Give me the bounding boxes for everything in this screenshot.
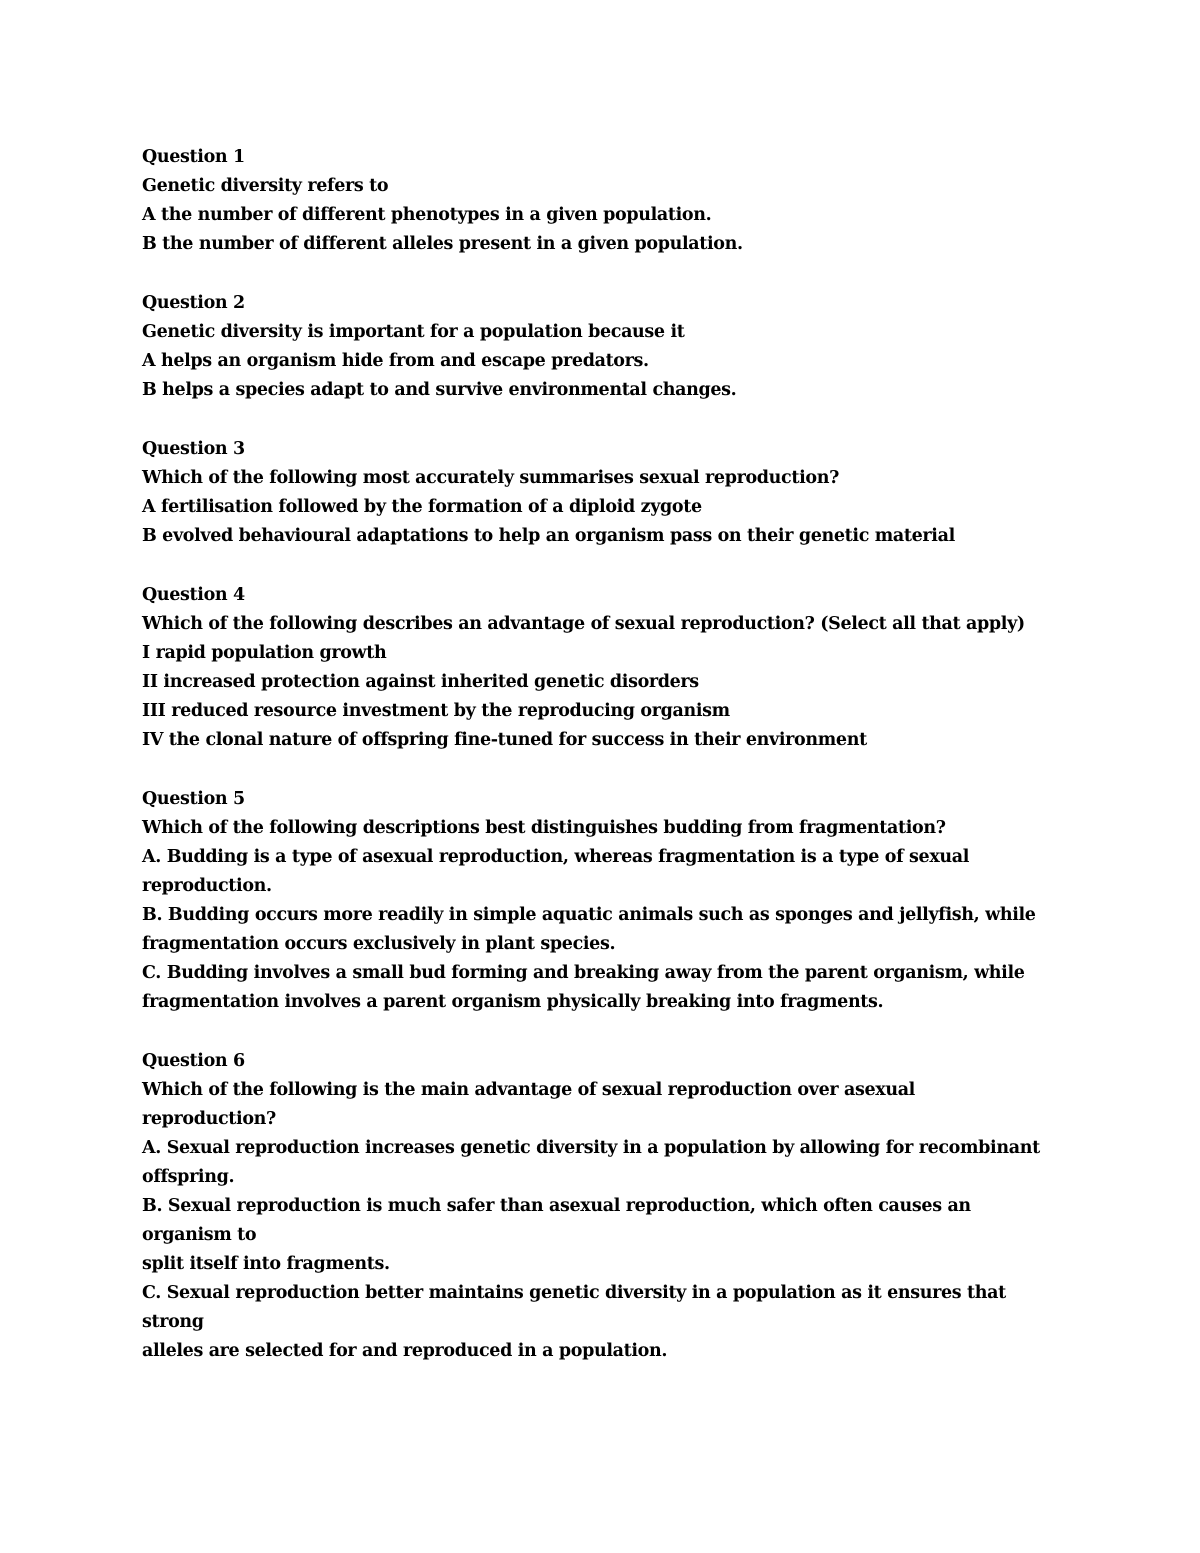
answer-option: B. Budding occurs more readily in simple aquatic animals such as sponges and jellyfish, while [142,905,1036,925]
question-stem: Genetic diversity is important for a population because it [142,322,685,342]
question-heading: Question 1 [142,147,245,167]
question-5 [142,785,1062,1017]
question-stem: Which of the following descriptions best distinguishes budding from fragmentation? [142,818,946,838]
question-heading: Question 2 [142,293,245,313]
question-3 [142,435,1062,551]
answer-option: reproduction. [142,876,272,896]
question-stem: Which of the following is the main advantage of sexual reproduction over asexual [142,1080,915,1100]
answer-option: III reduced resource investment by the reproducing organism [142,701,730,721]
answer-option: B evolved behavioural adaptations to help an organism pass on their genetic material [142,526,955,546]
question-heading: Question 6 [142,1051,245,1071]
answer-option: fragmentation involves a parent organism physically breaking into fragments. [142,992,884,1012]
answer-option: A fertilisation followed by the formation of a diploid zygote [142,497,702,517]
answer-option: fragmentation occurs exclusively in plant species. [142,934,616,954]
question-2 [142,289,1062,405]
answer-option: A helps an organism hide from and escape predators. [142,351,649,371]
document-page [142,143,1062,1396]
question-stem: Genetic diversity refers to [142,176,389,196]
answer-option: IV the clonal nature of offspring fine-tuned for success in their environment [142,730,867,750]
answer-option: alleles are selected for and reproduced in a population. [142,1341,668,1361]
answer-option: split itself into fragments. [142,1254,390,1274]
answer-option: II increased protection against inherited genetic disorders [142,672,699,692]
answer-option: A the number of different phenotypes in a given population. [142,205,712,225]
answer-option: C. Sexual reproduction better maintains genetic diversity in a population as it ensures that strong [142,1283,1006,1332]
answer-option: A. Budding is a type of asexual reproduction, whereas fragmentation is a type of sexual [142,847,970,867]
answer-option: B helps a species adapt to and survive environmental changes. [142,380,737,400]
question-6 [142,1047,1062,1366]
question-heading: Question 4 [142,585,245,605]
question-1 [142,143,1062,259]
answer-option: C. Budding involves a small bud forming and breaking away from the parent organism, while [142,963,1025,983]
question-stem: Which of the following describes an advantage of sexual reproduction? (Select all that apply) [142,614,1025,634]
question-stem: Which of the following most accurately summarises sexual reproduction? [142,468,839,488]
answer-option: B the number of different alleles present in a given population. [142,234,743,254]
answer-option: A. Sexual reproduction increases genetic diversity in a population by allowing for recombinant [142,1138,1040,1158]
answer-option: I rapid population growth [142,643,387,663]
question-stem: reproduction? [142,1109,276,1129]
answer-option: B. Sexual reproduction is much safer than asexual reproduction, which often causes an organism to [142,1196,971,1245]
answer-option: offspring. [142,1167,235,1187]
question-heading: Question 5 [142,789,245,809]
question-4 [142,581,1062,755]
question-heading: Question 3 [142,439,245,459]
